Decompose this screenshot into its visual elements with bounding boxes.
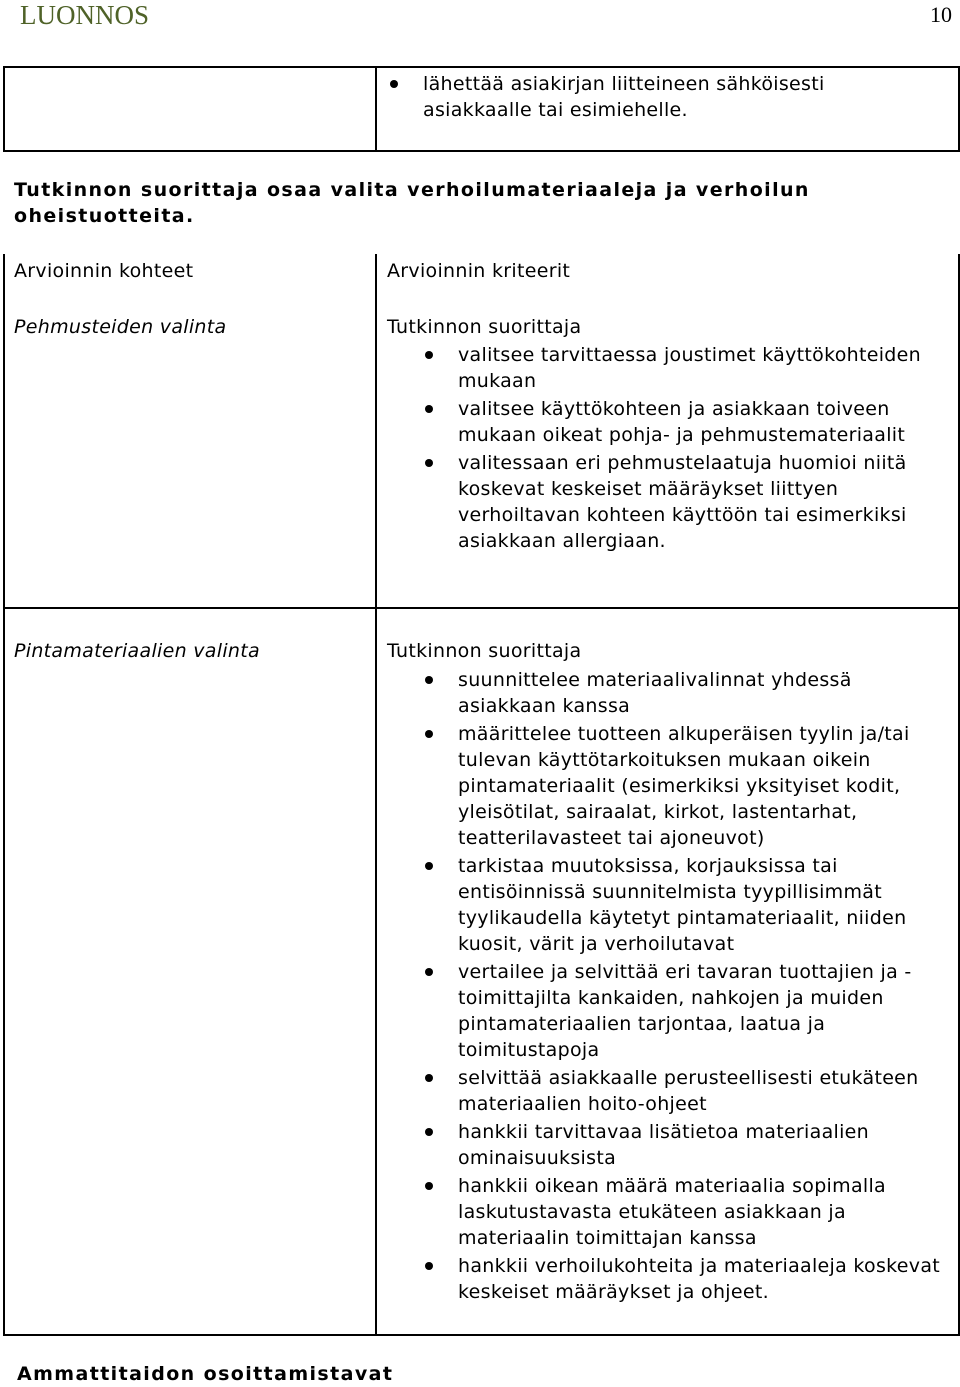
list-item: valitsee tarvittaessa joustimet käyttökohteiden mukaan	[458, 342, 943, 394]
list-item: valitsee käyttökohteen ja asiakkaan toiveen mukaan oikeat pohja- ja pehmustemateriaalit	[458, 396, 943, 448]
list-item: hankkii tarvittavaa lisätietoa materiaalien ominaisuuksista	[458, 1119, 950, 1171]
table2-divider	[375, 254, 377, 1336]
list-item: lähettää asiakirjan liitteineen sähköisesti asiakkaalle tai esimiehelle.	[423, 71, 883, 123]
list-item: määrittelee tuotteen alkuperäisen tyylin ja/tai tulevan käyttötarkoituksen mukaan oikein pintamateriaalit (esimerkiksi yksityiset kodit, yleisötilat, sairaalat, kirkot, lastentarhat, teatterilavasteet tai ajoneuvot)	[458, 721, 950, 851]
table2-row-divider	[3, 607, 960, 609]
criteria-lead: Tutkinnon suorittaja	[387, 316, 582, 338]
list-item: selvittää asiakkaalle perusteellisesti etukäteen materiaalien hoito-ohjeet	[458, 1065, 950, 1117]
list-item: hankkii oikean määrä materiaalia sopimalla laskutustavasta etukäteen asiakkaan ja materiaalin toimittajan kanssa	[458, 1173, 950, 1251]
page-number: 10	[930, 2, 952, 27]
list-item: hankkii verhoilukohteita ja materiaaleja koskevat keskeiset määräykset ja ohjeet.	[458, 1253, 950, 1305]
list-item: valitessaan eri pehmustelaatuja huomioi niitä koskevat keskeiset määräykset liittyen verhoiltavan kohteen käyttöön tai esimerkiksi asiakkaan allergiaan.	[458, 450, 943, 554]
column-header-targets: Arvioinnin kohteet	[14, 260, 194, 282]
section-heading: Tutkinnon suorittaja osaa valita verhoilumateriaaleja ja verhoilun oheistuotteita.	[14, 179, 810, 227]
table2-border-left	[3, 254, 5, 1336]
criteria-list	[458, 667, 950, 1307]
list-item: tarkistaa muutoksissa, korjauksissa tai entisöinnissä suunnitelmista tyypillisimmät tyylikaudella käytetyt pintamateriaalit, niiden kuosit, värit ja verhoilutavat	[458, 853, 950, 957]
criteria-lead: Tutkinnon suorittaja	[387, 640, 582, 662]
criteria-list	[458, 342, 943, 556]
column-header-criteria: Arvioinnin kriteerit	[387, 260, 571, 282]
list-item: vertailee ja selvittää eri tavaran tuottajien ja -toimittajilta kankaiden, nahkojen ja muiden pintamateriaalien tarjontaa, laatua ja toimitustapoja	[458, 959, 950, 1063]
table1-divider	[375, 66, 377, 152]
table1-border-top	[3, 66, 960, 68]
document-status-title: LUONNOS	[20, 0, 150, 30]
table1-border-left	[3, 66, 5, 152]
footer-heading: Ammattitaidon osoittamistavat	[17, 1363, 394, 1385]
assessment-target: Pintamateriaalien valinta	[14, 640, 260, 662]
table1-border-bottom	[3, 150, 960, 152]
assessment-target: Pehmusteiden valinta	[14, 316, 227, 338]
table2-border-bottom	[3, 1334, 960, 1336]
list-item: suunnittelee materiaalivalinnat yhdessä asiakkaan kanssa	[458, 667, 950, 719]
table1-bullet-list	[423, 71, 883, 125]
